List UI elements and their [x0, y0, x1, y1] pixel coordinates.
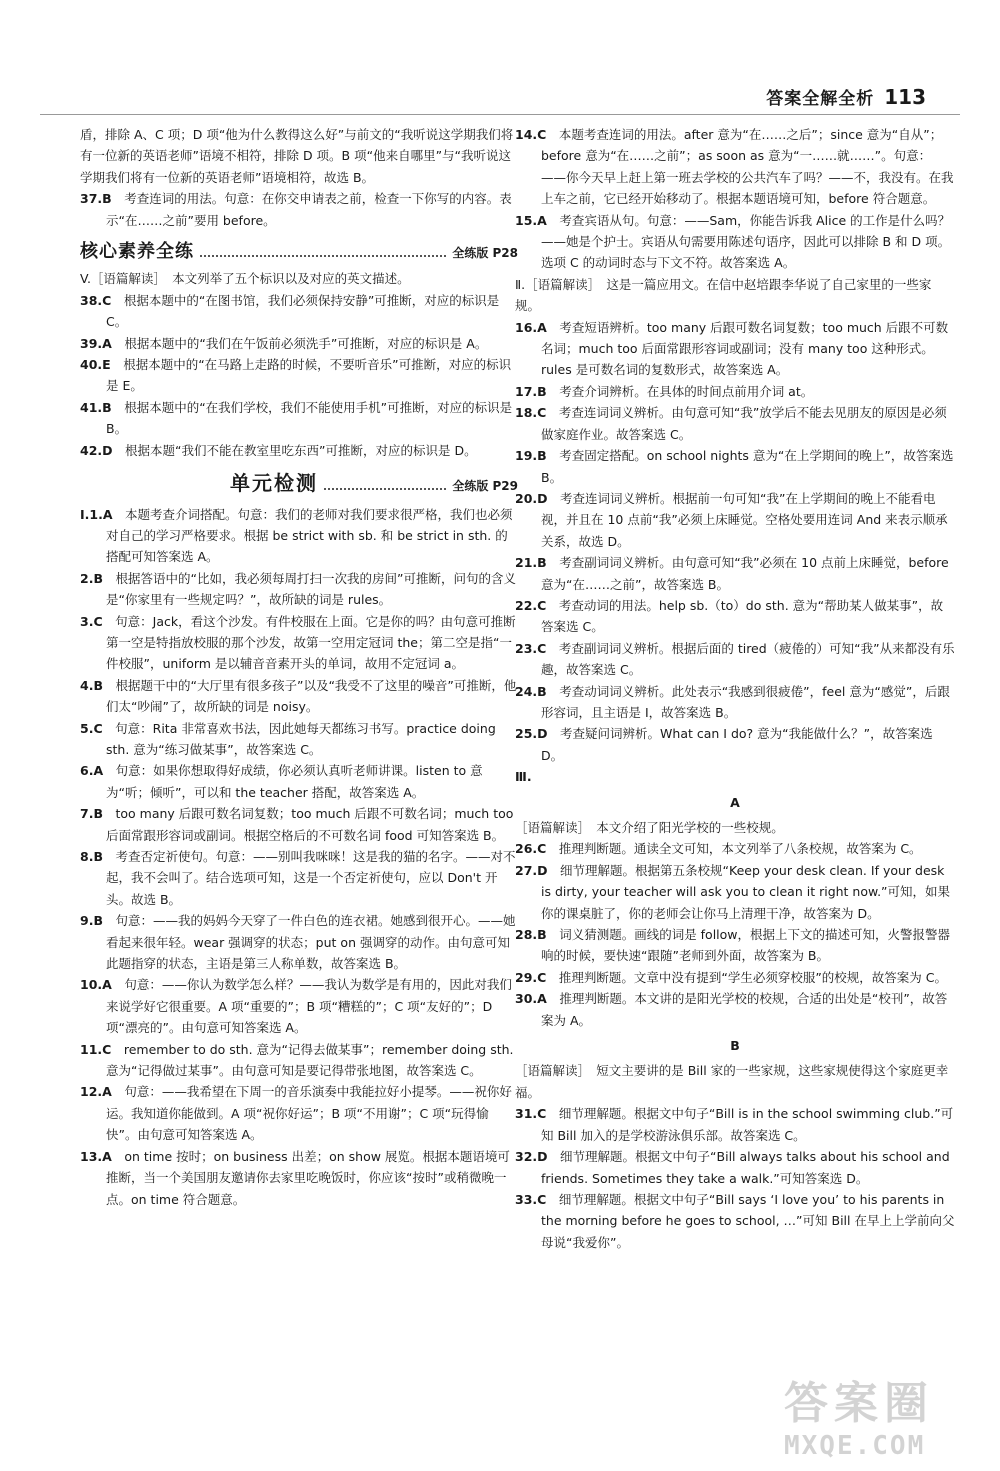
answer-number: 40.E	[80, 357, 111, 373]
answer-number: 6.A	[80, 763, 104, 779]
section-title: 核心素养全练	[80, 241, 194, 263]
section-heading-unit-test	[230, 473, 518, 497]
answer-number: 39.A	[80, 335, 112, 351]
answer-item	[515, 402, 955, 445]
answer-item	[80, 611, 518, 675]
answer-text: 根据本题中的“在图书馆，我们必须保持安静”可推断，对应的标识是 C。	[106, 292, 500, 330]
answer-item	[80, 1081, 518, 1145]
answer-text: 词义猜测题。画线的词是 follow，根据上下文的描述可知，火警报警器响的时候，要快速“跟随”老师到外面，故答案为 B。	[541, 927, 951, 964]
answer-text: 考查短语辨析。too many 后跟可数名词复数；too much 后跟不可数名词；much too 后面常跟形容词或副词；没有 many too 这种形式。rules 是可数名词的复数形式，故答案选 A。	[541, 319, 949, 378]
section-ref: 全练版 P29	[452, 479, 518, 494]
answer-item	[515, 317, 955, 381]
answer-text: 考查否定祈使句。句意：——别叫我咪咪！这是我的猫的名字。——对不起，我不会叫了。结合选项可知，这是一个否定祈使句，应以 Don't 开头。故选 B。	[106, 849, 516, 907]
answer-text: on time 按时；on business 出差；on show 展览。根据本题语境可推断，当一个美国朋友邀请你去家里吃晚饭时，你应该“按时”或稍微晚一点。on time 符合题意。	[106, 1148, 510, 1207]
answer-list-26-30	[515, 838, 955, 1031]
answer-number: 10.A	[80, 977, 112, 993]
answer-text: 推理判断题。通读全文可知，本文列举了八条校规，故答案为 C。	[558, 841, 922, 857]
answer-item	[515, 1103, 955, 1146]
passage-a-label: A	[730, 794, 740, 810]
answer-item	[515, 860, 955, 924]
answer-item	[80, 333, 518, 354]
answer-item	[515, 723, 955, 766]
answer-text: 考查介词辨析。在具体的时间点前用介词 at。	[559, 383, 814, 399]
answer-number: 29.C	[515, 969, 547, 985]
left-column	[80, 124, 518, 1210]
answer-text: 考查动词词义辨析。此处表示“我感到很疲倦”，feel 意为“感觉”，后跟形容词，且主语是 I，故答案选 B。	[541, 683, 950, 720]
part3-label: Ⅲ.	[515, 769, 532, 785]
section-ref: 全练版 P28	[452, 246, 518, 261]
answer-item	[80, 846, 518, 910]
answer-list-unit-test	[80, 504, 518, 1210]
answer-item	[515, 988, 955, 1031]
answer-item	[80, 803, 518, 846]
answer-number: 41.B	[80, 399, 112, 415]
answer-text: 句意：——我希望在下周一的音乐演奏中我能拉好小提琴。——祝你好运。我知道你能做到。A 项“祝你好运”；B 项“不用谢”；C 项“玩得愉快”。由句意可知答案选 A。	[106, 1084, 512, 1143]
answer-number: 19.B	[515, 448, 547, 464]
answer-number: 33.C	[515, 1191, 547, 1207]
answer-number: 22.C	[515, 597, 547, 613]
answer-list-14-15	[515, 124, 955, 274]
answer-item	[515, 1189, 955, 1253]
watermark-top: 答案圈	[784, 1378, 934, 1429]
answer-number: 3.C	[80, 613, 103, 629]
answer-text: 根据答语中的“比如，我必须每周打扫一次我的房间”可推断，问句的含义是“你家里有一些规定吗？”，故所缺的词是 rules。	[106, 570, 516, 608]
answer-item	[515, 967, 955, 988]
answer-item	[80, 397, 518, 440]
answer-item	[80, 974, 518, 1038]
answer-number: 11.C	[80, 1041, 112, 1057]
answer-item	[515, 124, 955, 210]
answer-item	[515, 381, 955, 402]
answer-item	[515, 838, 955, 859]
answer-text: 考查副词词义辨析。由句意可知“我”必须在 10 点前上床睡觉，before 意为“在……之前”，故答案选 B。	[541, 555, 949, 592]
answer-text: 考查宾语从句。句意：——Sam，你能告诉我 Alice 的工作是什么吗？——她是个护士。宾语从句需要用陈述句语序，因此可以排除 B 和 D 项。选项 C 的动词时态与下文不符。故答案选 A。	[541, 212, 951, 271]
passage-note-b: ［语篇解读］ 短文主要讲的是 Bill 家的一些家规，这些家规使得这个家庭更幸福。	[515, 1063, 949, 1100]
answer-text: 根据题干中的“大厅里有很多孩子”以及“我受不了这里的噪音”可推断，他们太“吵闹”了，故所缺的词是 noisy。	[106, 677, 517, 715]
answer-item	[80, 1039, 518, 1082]
answer-item	[515, 210, 955, 274]
answer-number: 21.B	[515, 555, 547, 571]
answer-list-core	[80, 290, 518, 461]
header-title-group	[766, 84, 926, 109]
answer-item	[80, 760, 518, 803]
answer-number: 42.D	[80, 442, 113, 458]
answer-list-31-33	[515, 1103, 955, 1253]
header-rule	[40, 114, 960, 115]
answer-number: 24.B	[515, 683, 547, 699]
page-header	[40, 84, 960, 114]
answer-number: 31.C	[515, 1106, 547, 1122]
answer-text: 句意：Jack，看这个沙发。有件校服在上面。它是你的吗？由句意可推断第一空是特指放校服的那个沙发，故第一空用定冠词 the；第二空是指“一件校服”，uniform 是以辅音音素开头的单词，故用不定冠词 a。	[106, 613, 516, 672]
answer-number: 30.A	[515, 991, 547, 1007]
answer-text: 句意：——你认为数学怎么样？——我认为数学是有用的，因此对我们来说学好它很重要。A 项“重要的”；B 项“糟糕的”；C 项“友好的”；D 项“漂亮的”。由句意可知答案选 A。	[106, 977, 512, 1036]
answer-number: 23.C	[515, 640, 547, 656]
answer-text: 根据本题“我们不能在教室里吃东西”可推断，对应的标识是 D。	[125, 442, 477, 458]
answer-number: 13.A	[80, 1148, 112, 1164]
answer-text: 考查疑问词辨析。What can I do? 意为“我能做什么？”，故答案选 D。	[541, 726, 933, 763]
answer-number: 14.C	[515, 127, 547, 142]
dotted-leader	[324, 488, 446, 490]
watermark-logo	[784, 1367, 964, 1461]
answer-number: 4.B	[80, 677, 103, 693]
answer-number: 37.B	[80, 191, 112, 207]
answer-item	[80, 440, 518, 461]
header-title: 答案全解全析	[766, 89, 875, 109]
answer-item	[515, 595, 955, 638]
answer-text: 根据本题中的“我们在午饭前必须洗手”可推断，对应的标识是 A。	[124, 335, 488, 351]
answer-text: 考查连词词义辨析。根据前一句可知“我”在上学期间的晚上不能看电视，并且在 10 点前“我”必须上床睡觉。空格处要用连词 And 来表示顺承关系，故选 D。	[541, 490, 948, 549]
passage-note-part2: Ⅱ.［语篇解读］ 这是一篇应用文。在信中赵培跟李华说了自己家里的一些家规。	[515, 276, 932, 314]
section-title: 单元检测	[230, 471, 318, 496]
answer-number: 38.C	[80, 292, 112, 308]
answer-text: 细节理解题。根据文中句子“Bill always talks about his school and friends. Sometimes they take a walk.”可知答案选 D。	[541, 1149, 950, 1186]
answer-text: 本题考查连词的用法。after 意为“在……之后”；since 意为“自从”；before 意为“在……之前”；as soon as 意为“一……就……”。句意：——你今天早上赶上第一班去学校的公共汽车了吗？——不，我没有。在我上车之前，它已经开始移动了。根据本题语境可知，before 符合题意。	[541, 127, 954, 207]
answer-item	[80, 718, 518, 761]
answer-number: 20.D	[515, 490, 548, 506]
answer-item	[515, 924, 955, 967]
dotted-leader	[200, 255, 446, 257]
answer-text: 推理判断题。文章中没有提到“学生必须穿校服”的校规，故答案为 C。	[558, 969, 947, 985]
answer-text: 根据本题中的“在我们学校，我们不能使用手机”可推断，对应的标识是 B。	[106, 399, 513, 437]
answer-text: 考查副词词义辨析。根据后面的 tired（疲倦的）可知“我”从来都没有乐趣，故答案选 C。	[541, 640, 955, 678]
answer-text: remember to do sth. 意为“记得去做某事”；remember doing sth. 意为“记得做过某事”。由句意可知是要记得带张地图，故答案选 C。	[106, 1041, 514, 1079]
answer-text: 句意：如果你想取得好成绩，你必须认真听老师讲课。listen to 意为“听；倾听”，可以和 the teacher 搭配，故答案选 A。	[106, 763, 483, 800]
answer-number: 12.A	[80, 1084, 112, 1100]
answer-number: 5.C	[80, 720, 103, 736]
passage-note: V.［语篇解读］ 本文列举了五个标识以及对应的英文描述。	[80, 271, 410, 287]
passage-b-label: B	[730, 1038, 740, 1054]
answer-number: 8.B	[80, 849, 103, 864]
answer-item	[80, 504, 518, 568]
answer-list-16-25	[515, 317, 955, 767]
answer-text: 本题考查介词搭配。句意：我们的老师对我们要求很严格，我们也必须对自己的学习严格要求。根据 be strict with sb. 和 be strict in sth. 的搭配可知答案选 A。	[106, 506, 513, 565]
answer-item	[515, 1146, 955, 1189]
answer-text: 考查连词的用法。句意：在你交申请表之前，检查一下你写的内容。表示“在……之前”要用 before。	[106, 191, 512, 228]
answer-number: 7.B	[80, 806, 103, 822]
answer-number: 2.B	[80, 570, 103, 586]
section-heading-core	[80, 241, 518, 264]
answer-item	[515, 445, 955, 488]
answer-number: 18.C	[515, 405, 547, 421]
answer-item	[515, 638, 955, 681]
answer-text: 细节理解题。根据第五条校规“Keep your desk clean. If your desk is dirty, your teacher will ask you to clean it right now.”可知，如果你的课桌脏了，你的老师会让你马上清理干净，故答案为 D。	[541, 862, 951, 921]
answer-number: 26.C	[515, 841, 547, 857]
answer-text: 考查动词的用法。help sb.（to）do sth. 意为“帮助某人做某事”，故答案选 C。	[541, 597, 944, 635]
answer-item	[80, 568, 518, 611]
answer-item	[80, 354, 518, 397]
answer-number: 32.D	[515, 1149, 548, 1165]
answer-text: 考查连词词义辨析。由句意可知“我”放学后不能去见朋友的原因是必须做家庭作业。故答案选 C。	[541, 405, 947, 442]
answer-text: 句意：——我的妈妈今天穿了一件白色的连衣裙。她感到很开心。——她看起来很年轻。wear 强调穿的状态；put on 强调穿的动作。由句意可知此题指穿的状态，主语是第三人称单数，故答案选 B。	[106, 913, 516, 972]
answer-number: 27.D	[515, 862, 548, 878]
answer-text: 考查固定搭配。on school nights 意为“在上学期间的晚上”，故答案选 B。	[541, 448, 954, 485]
answer-number: 15.A	[515, 212, 547, 228]
answer-text: 句意：Rita 非常喜欢书法，因此她每天都练习书写。practice doing sth. 意为“练习做某事”，故答案选 C。	[106, 720, 496, 757]
answer-item	[80, 910, 518, 974]
answer-number: 17.B	[515, 383, 547, 399]
page-number: 113	[884, 85, 926, 109]
passage-note-a: ［语篇解读］ 本文介绍了阳光学校的一些校规。	[515, 820, 784, 835]
answer-number: 16.A	[515, 319, 547, 335]
answer-item	[80, 290, 518, 333]
answer-number: Ⅰ.1.A	[80, 506, 113, 522]
answer-number: 9.B	[80, 913, 103, 929]
answer-text: 细节理解题。根据文中句子“Bill says ‘I love you’ to his parents in the morning before he goes to school, …”可知 Bill 在早上上学前向父母说“我爱你”。	[541, 1191, 955, 1250]
answer-item	[80, 1146, 518, 1210]
answer-number: 25.D	[515, 726, 548, 742]
answer-item	[515, 681, 955, 724]
right-column	[515, 124, 955, 1253]
watermark-bottom: MXQE.COM	[784, 1431, 926, 1461]
answer-text: 推理判断题。本文讲的是阳光学校的校规，合适的出处是“校刊”，故答案为 A。	[541, 991, 948, 1028]
answer-item	[80, 675, 518, 718]
answer-number: 28.B	[515, 927, 547, 943]
answer-text: 根据本题中的“在马路上走路的时候，不要听音乐”可推断，对应的标识是 E。	[106, 357, 512, 394]
answer-item-37	[80, 188, 518, 231]
intro-paragraph: 盾，排除 A、C 项；D 项“他为什么教得这么好”与前文的“我听说这学期我们将有一位新的英语老师”语境不相符，排除 D 项。B 项“他来自哪里”与“我听说这学期我们将有一位新的英语老师”语境相符，故选 B。	[80, 127, 514, 185]
answer-item	[515, 552, 955, 595]
answer-text: too many 后跟可数名词复数；too much 后跟不可数名词；much too 后面常跟形容词或副词。根据空格后的不可数名词 food 可知答案选 B。	[106, 806, 514, 843]
answer-text: 细节理解题。根据文中句子“Bill is in the school swimming club.”可知 Bill 加入的是学校游泳俱乐部。故答案选 C。	[541, 1106, 954, 1143]
answer-item	[515, 488, 955, 552]
